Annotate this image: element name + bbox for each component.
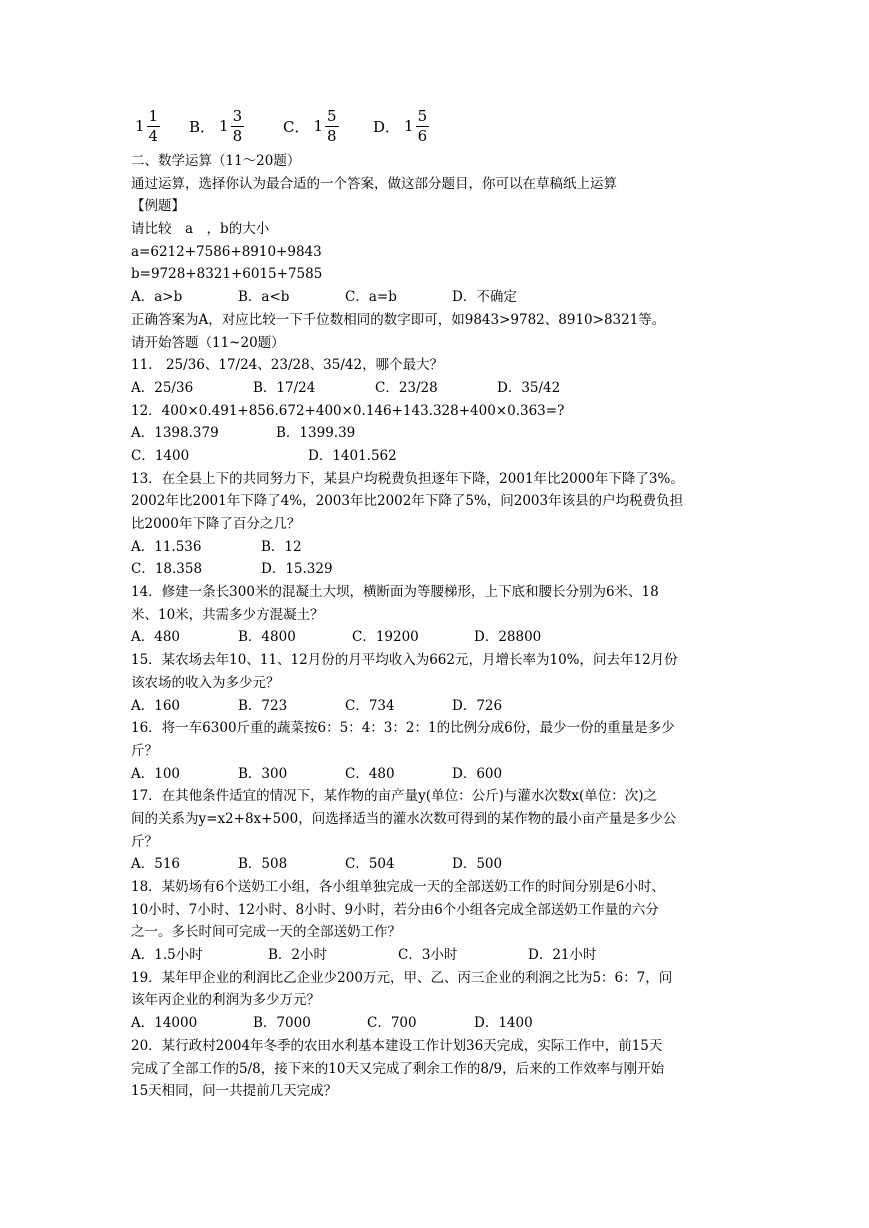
question-17-line1: 17．在其他条件适宜的情况下，某作物的亩产量y(单位：公斤)与灌水次数x(单位：次)之 [131,788,657,805]
option: B．12 [261,538,302,555]
section-heading: 二、数学运算（11～20题） [131,153,301,169]
option: D．不确定 [452,289,517,306]
denominator: 6 [417,126,428,145]
option: C．1400 [131,447,190,464]
option: B．723 [238,697,288,714]
option: D．1401.562 [308,447,397,464]
question-14-line1: 14．修建一条长300米的混凝土大坝，横断面为等腰梯形，上下底和腰长分别为6米、18 [131,584,659,601]
example-options [131,286,741,309]
question-19-line2: 该年丙企业的利润为多少万元？ [131,992,320,1009]
fraction [325,106,339,145]
question-20-line1: 20．某行政村2004年冬季的农田水利基本建设工作计划36天完成，实际工作中，前15天 [131,1037,663,1054]
option: B．2小时 [268,947,328,964]
question-13-options-row2 [131,558,741,581]
option: C．a=b [345,289,397,306]
question-13-options-row1 [131,536,741,559]
option: C．19200 [352,629,419,646]
fraction [231,106,245,145]
question-14-options [131,626,741,649]
example-heading: 【例题】 [131,198,185,215]
whole-part: 1 [313,117,324,135]
numerator: 3 [232,106,243,125]
whole-part: 1 [219,117,229,135]
start-instructions: 请开始答题（11~20题） [131,334,285,351]
option: B．300 [238,765,288,782]
question-18-line2: 10小时、7小时、12小时、8小时、9小时，若分由6个小组各完成全部送奶工作量的六分 [131,901,659,918]
question-13-line1: 13．在全县上下的共同努力下，某县户均税费负担逐年下降，2001年比2000年下降了3%。 [131,470,684,487]
option: D．726 [452,697,503,714]
whole-part: 1 [135,117,145,135]
question-13-line2: 2002年比2001年下降了4%，2003年比2002年下降了5%，问2003年该县的户均税费负担 [131,493,684,510]
question-15-line2: 该农场的收入为多少元？ [131,674,280,691]
denominator: 8 [232,126,243,145]
option: A．a>b [131,289,183,306]
option: A．14000 [131,1015,198,1032]
question-18-options [131,944,741,967]
previous-question-fraction-options [131,104,429,148]
option: A．160 [131,697,181,714]
option-label: D． [373,117,401,136]
option: C．3小时 [398,947,458,964]
question-15-line1: 15．某农场去年10、11、12月份的月平均收入为662元，月增长率为10%，问去年12月份 [131,652,678,669]
numerator: 5 [327,106,337,125]
fraction [416,106,430,145]
question-20-line2: 完成了全部工作的5/8，接下来的10天又完成了剩余工作的8/9，后来的工作效率与刚开始 [131,1060,665,1077]
fraction-option-d [373,106,429,145]
question-13-line3: 比2000年下降了百分之几？ [131,516,301,532]
option: B．1399.39 [276,425,356,442]
question-16-options [131,763,741,786]
option: C．700 [367,1015,417,1032]
option: D．500 [452,856,503,873]
fraction-option-a [131,106,189,145]
question-16-line2: 斤？ [131,742,158,759]
question-17-options [131,853,741,876]
option: D．28800 [474,629,542,646]
example-expression-a: a=6212+7586+8910+9843 [131,243,322,260]
option: D．15.329 [261,561,333,578]
question-18-line3: 之一。多长时间可完成一天的全部送奶工作？ [131,924,401,941]
question-19-options [131,1012,741,1035]
option: A．11.536 [131,538,202,555]
option: C．480 [345,765,395,782]
question-18-line1: 18．某奶场有6个送奶工小组，各小组单独完成一天的全部送奶工作的时间分别是6小时、 [131,879,665,895]
section-instructions: 通过运算，选择你认为最合适的一个答案，做这部分题目，你可以在草稿纸上运算 [131,175,617,192]
option: A．25/36 [131,379,194,396]
question-16-line1: 16．将一车6300斤重的蔬菜按6：5：4：3：2：1的比例分成6份，最少一份的重量是多少 [131,720,675,737]
denominator: 4 [148,126,159,145]
fraction-option-c [283,106,373,145]
option-label: B． [189,117,216,136]
option: A．1.5小时 [131,947,203,964]
option: B．17/24 [253,379,316,396]
question-17-line2: 间的关系为y=x2+8x+500，问选择适当的灌水次数可得到的某作物的最小亩产量是多少公 [131,810,677,827]
option: C．18.358 [131,561,203,578]
numerator: 5 [417,106,428,125]
question-11: 11. 25/36、17/24、23/28、35/42，哪个最大？ [131,357,444,374]
question-20-line3: 15天相同，问一共提前几天完成？ [131,1083,338,1100]
document-body [131,150,741,1103]
option: C．734 [345,697,395,714]
fraction-option-b [189,106,283,145]
option: D．600 [452,765,503,782]
example-expression-b: b=9728+8321+6015+7585 [131,266,323,283]
question-15-options [131,695,741,718]
option: B．508 [238,856,288,873]
option: D．1400 [474,1015,533,1032]
option: A．1398.379 [131,425,219,442]
option: A．516 [131,856,181,873]
example-question: 请比较 a ，b的大小 [131,221,270,238]
question-19-line1: 19．某年甲企业的利润比乙企业少200万元，甲、乙、丙三企业的利润之比为5：6：7，问 [131,969,673,986]
option: D．21小时 [528,947,597,964]
option: B．4800 [238,629,296,646]
whole-part: 1 [404,117,414,135]
question-12-options-row1 [131,422,741,445]
option: C．23/28 [375,379,438,396]
example-answer: 正确答案为A，对应比较一下千位数相同的数字即可，如9843>9782、8910>8321等。 [131,311,666,328]
option: A．480 [131,629,181,646]
question-11-options [131,377,741,400]
fraction [147,106,161,145]
option: B．7000 [253,1015,311,1032]
question-17-line3: 斤？ [131,833,158,850]
option: A．100 [131,765,181,782]
denominator: 8 [327,126,337,145]
numerator: 1 [148,106,159,125]
question-14-line2: 米、10米，共需多少方混凝土？ [131,606,324,623]
option: B．a<b [238,289,290,306]
option: D．35/42 [497,379,561,396]
option: C．504 [345,856,395,873]
option-label: C． [283,117,310,136]
question-12: 12．400×0.491+856.672+400×0.146+143.328+400×0.363=? [131,402,565,419]
question-12-options-row2 [131,445,741,468]
